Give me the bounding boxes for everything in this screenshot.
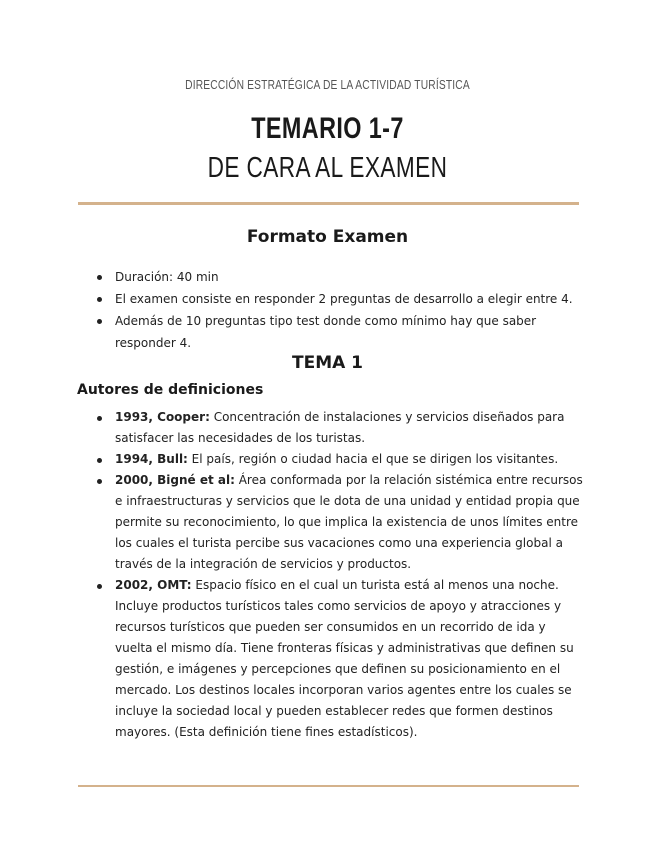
definition-text: Área conformada por la relación sistémica entre recursos e infraestructuras y servicios que le dota de una unidad y entidad propia que permite su reconocimiento, lo que implica la existencia de unos límites entre los cuales el turista percibe sus vacaciones como una experiencia global a través de la integración de servicios y productos. (115, 473, 583, 571)
definition-text: Concentración de instalaciones y servicios diseñados para satisfacer las necesidades de los turistas. (115, 410, 565, 445)
list-item: Duración: 40 min (95, 266, 595, 288)
definition-author: 2002, OMT: (115, 578, 192, 592)
section-title: Autores de definiciones (77, 382, 264, 398)
definition-item (95, 470, 585, 575)
document-subtitle: DE CARA AL EXAMEN (207, 152, 448, 184)
footer-divider (78, 785, 579, 787)
definition-item (95, 575, 585, 743)
definition-text: El país, región o ciudad hacia el que se dirigen los visitantes. (187, 452, 559, 466)
formato-list (95, 266, 595, 354)
course-name: DIRECCIÓN ESTRATÉGICA DE LA ACTIVIDAD TURÍSTICA (185, 78, 470, 92)
definition-item (95, 449, 585, 470)
formato-heading: Formato Examen (246, 227, 409, 247)
definition-author: 2000, Bigné et al: (115, 473, 235, 487)
definition-item (95, 407, 585, 449)
definitions-list (95, 407, 585, 743)
definition-author: 1994, Bull: (115, 452, 188, 466)
header-divider (78, 202, 579, 205)
document-title: TEMARIO 1-7 (251, 112, 404, 145)
list-item: Además de 10 preguntas tipo test donde como mínimo hay que saber responder 4. (95, 310, 595, 354)
tema-heading: TEMA 1 (291, 353, 364, 373)
definition-text: Espacio físico en el cual un turista está al menos una noche. Incluye productos turísticos tales como servicios de apoyo y atracciones y recursos turísticos que pueden ser consumidos en un recorrido de ida y vuelta el mismo día. Tiene fronteras físicas y administrativas que definen su gestión, e imágenes y percepciones que definen su posicionamiento en el mercado. Los destinos locales incorporan varios agentes entre los cuales se incluye la sociedad local y pueden establecer redes que formen destinos mayores. (Esta definición tiene fines estadísticos). (115, 578, 574, 739)
list-item: El examen consiste en responder 2 preguntas de desarrollo a elegir entre 4. (95, 288, 595, 310)
definition-author: 1993, Cooper: (115, 410, 210, 424)
